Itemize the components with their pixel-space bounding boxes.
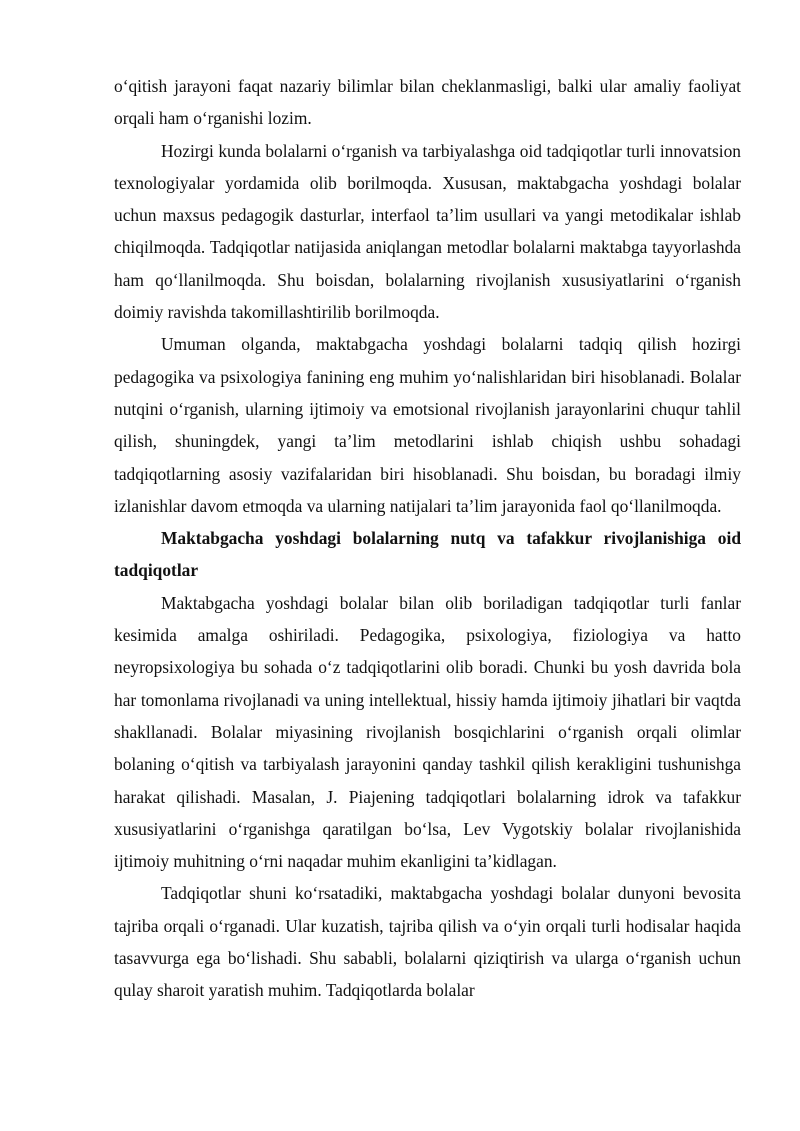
document-page xyxy=(114,70,741,1007)
paragraph-innovative-research: Hozirgi kunda bolalarni o‘rganish va tarbiyalashga oid tadqiqotlar turli innovatsion texnologiyalar yordamida olib borilmoqda. Xususan, maktabgacha yoshdagi bolalar uchun maxsus pedagogik dasturlar, interfaol ta’lim usullari va yangi metodikalar ishlab chiqilmoqda. Tadqiqotlar natijasida aniqlangan metodlar bolalarni maktabga tayyorlashda ham qo‘llanilmoqda. Shu boisdan, bolalarning rivojlanish xususiyatlarini o‘rganish doimiy ravishda takomillashtirilib borilmoqda. xyxy=(114,140,741,323)
paragraph-continuation: o‘qitish jarayoni faqat nazariy bilimlar bilan cheklanmasligi, balki ular amaliy faoliyat orqali ham o‘rganishi lozim. xyxy=(114,76,741,129)
paragraph-interdisciplinary-research: Maktabgacha yoshdagi bolalar bilan olib boriladigan tadqiqotlar turli fanlar kesimida amalga oshiriladi. Pedagogika, psixologiya, fiziologiya va hatto neyropsixologiya bu sohada o‘z tadqiqotlarini olib boradi. Chunki bu yosh davrida bola har tomonlama rivojlanadi va uning intellektual, hissiy hamda ijtimoiy jihatlari bir vaqtda shakllanadi. Bolalar miyasining rivojlanish bosqichlarini o‘rganish orqali olimlar bolaning o‘qitish va tarbiyalash jarayonini qanday tashkil qilish kerakligini tushunishga harakat qilishadi. Masalan, J. Piajening tadqiqotlari bolalarning idrok va tafakkur xususiyatlarini o‘rganishga qaratilgan bo‘lsa, Lev Vygotskiy bolalar rivojlanishida ijtimoiy muhitning o‘rni naqadar muhim ekanligini ta’kidlagan. xyxy=(114,592,741,872)
paragraph-summary: Umuman olganda, maktabgacha yoshdagi bolalarni tadqiq qilish hozirgi pedagogika va psixologiya fanining eng muhim yo‘nalishlaridan biri hisoblanadi. Bolalar nutqini o‘rganish, ularning ijtimoiy va emotsional rivojlanish jarayonlarini chuqur tahlil qilish, shuningdek, yangi ta’lim metodlarini ishlab chiqish ushbu sohadagi tadqiqotlarning asosiy vazifalaridan biri hisoblanadi. Shu boisdan, bu boradagi ilmiy izlanishlar davom etmoqda va ularning natijalari ta’lim jarayonida faol qo‘llanilmoqda. xyxy=(114,334,741,516)
paragraph-experiential-learning: Tadqiqotlar shuni ko‘rsatadiki, maktabgacha yoshdagi bolalar dunyoni bevosita tajriba orqali o‘rganadi. Ular kuzatish, tajriba qilish va o‘yin orqali turli hodisalar haqida tasavvurga ega bo‘lishadi. Shu sababli, bolalarni qiziqtirish va ularga o‘rganish uchun qulay sharoit yaratish muhim. Tadqiqotlarda bolalar xyxy=(114,883,741,1001)
section-heading: Maktabgacha yoshdagi bolalarning nutq va tafakkur rivojlanishiga oid tadqiqotlar xyxy=(114,528,741,581)
